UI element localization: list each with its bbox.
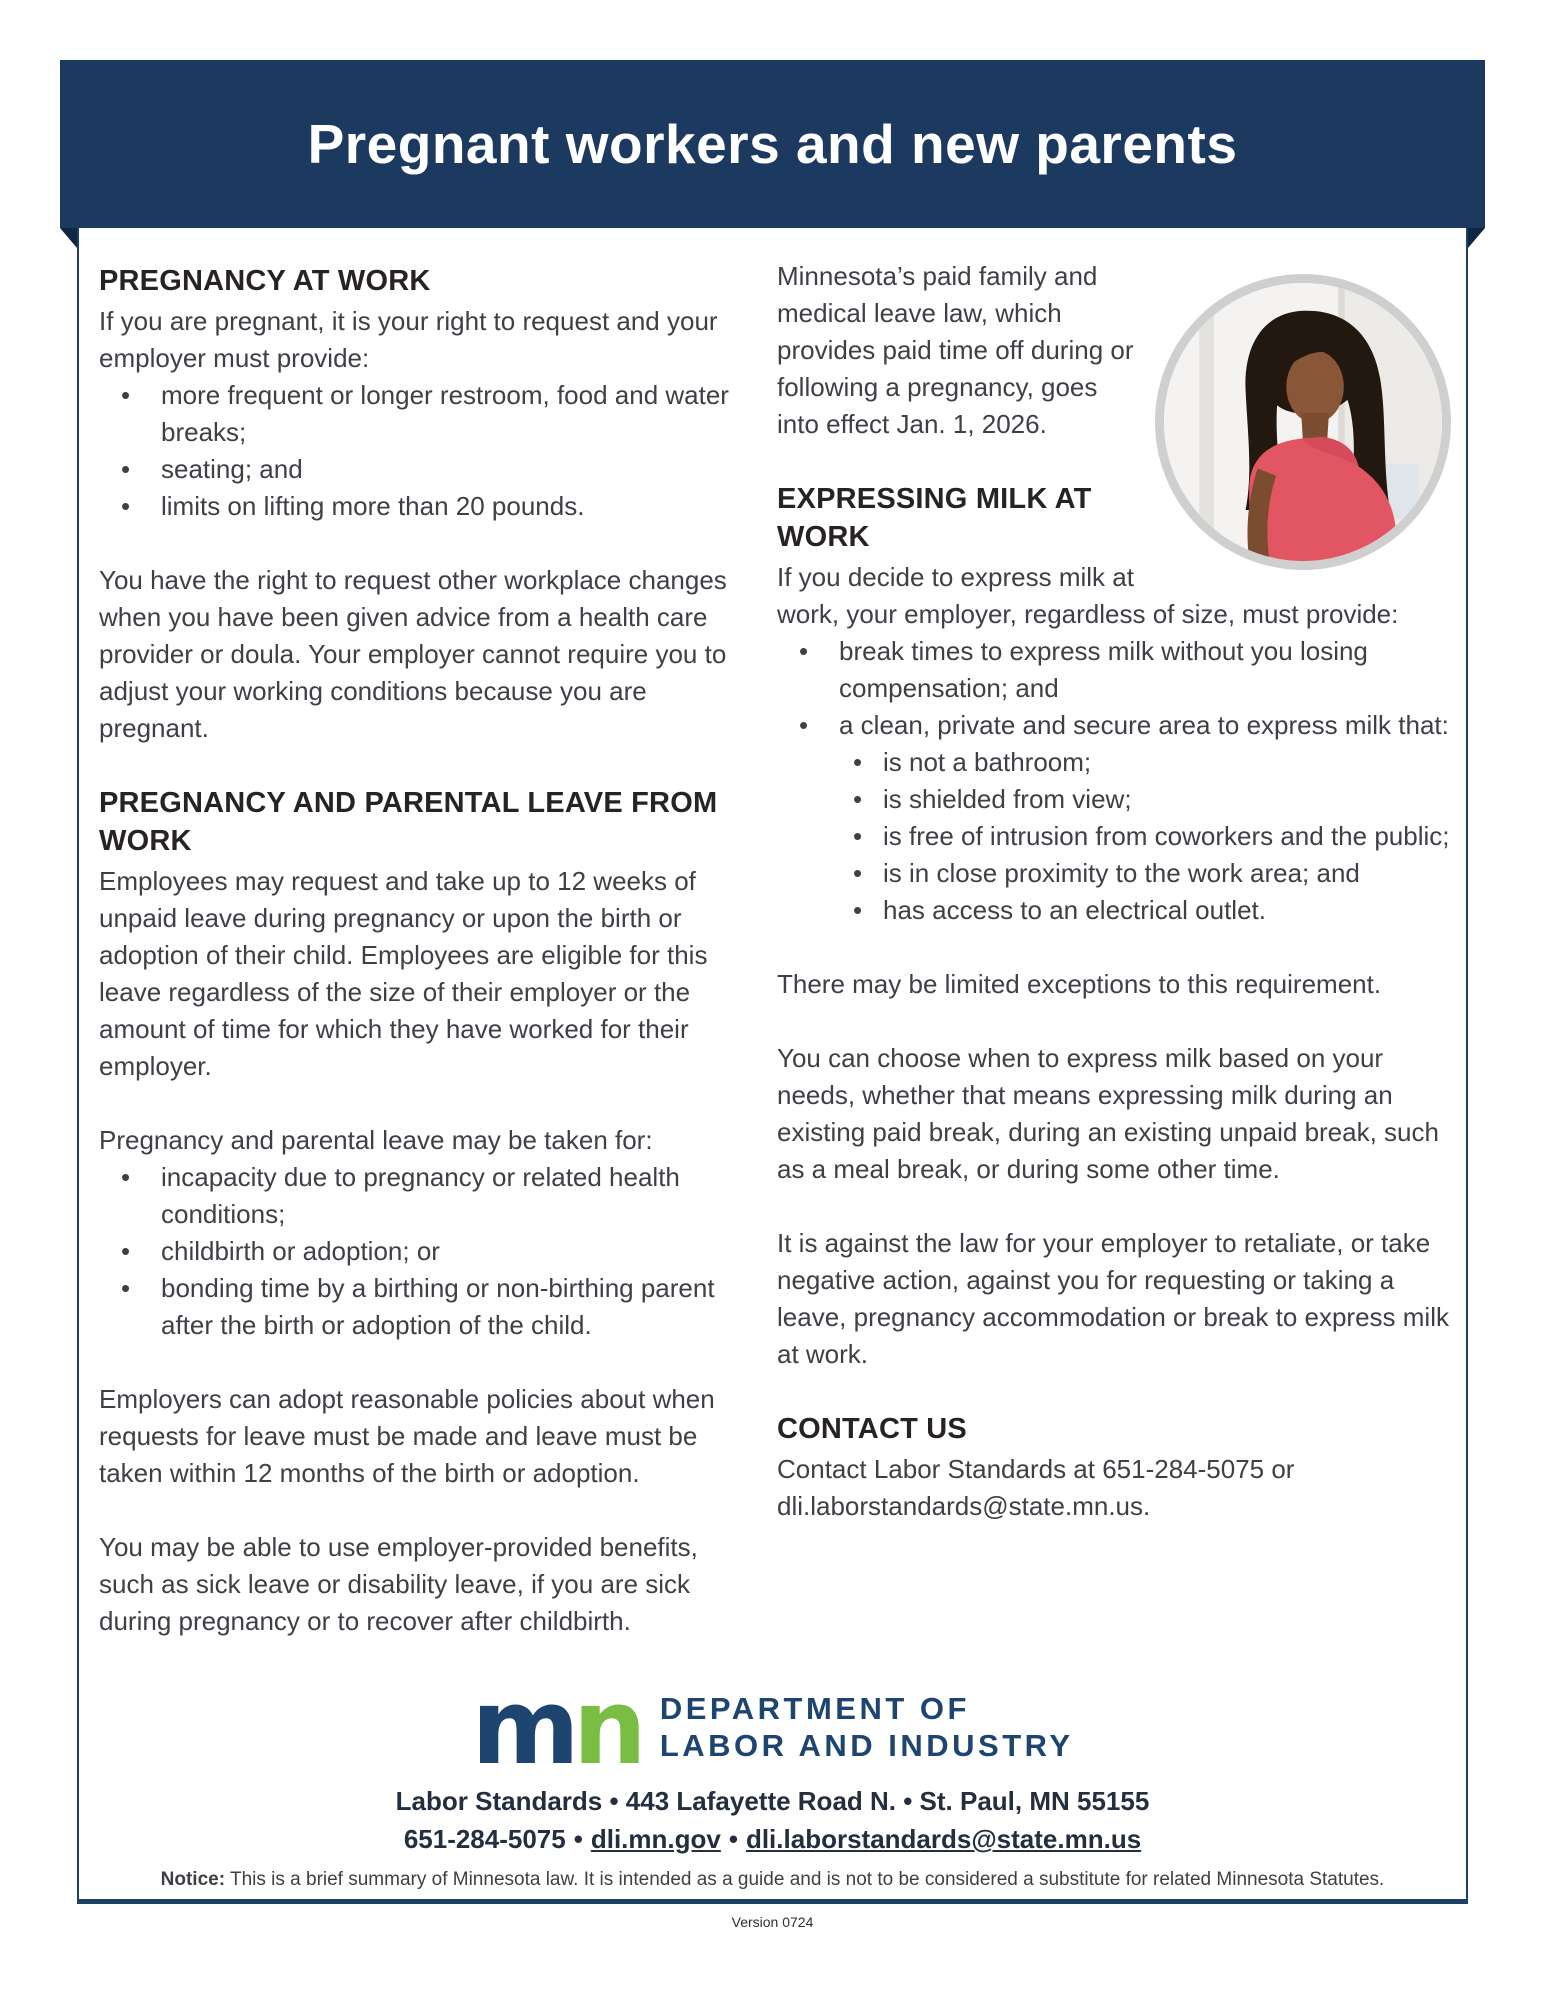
- agency-footer: [79, 1665, 1466, 1891]
- pregnant-woman-illustration: [1164, 283, 1442, 561]
- paragraph: There may be limited exceptions to this requirement.: [777, 969, 1382, 999]
- page-title: Pregnant workers and new parents: [307, 113, 1238, 175]
- bullet-list: [99, 377, 755, 525]
- list-item: • limits on lifting more than 20 pounds.: [99, 488, 755, 525]
- paragraph: If you decide to express milk at work, your employer, regardless of size, must provide:: [777, 562, 1399, 629]
- paragraph: If you are pregnant, it is your right to request and your employer must provide:: [99, 306, 718, 373]
- contact-info-text: Contact Labor Standards at 651-284-5075 or dli.laborstandards@state.mn.us.: [777, 1454, 1295, 1521]
- paragraph: Minnesota’s paid family and medical leave law, which provides paid time off during or following a pregnancy, goes into effect Jan. 1, 2026.: [777, 261, 1134, 439]
- list-item: • more frequent or longer restroom, food and water breaks;: [99, 377, 755, 451]
- paragraph: You may be able to use employer-provided benefits, such as sick leave or disability leave, if you are sick during pregnancy or to recover after childbirth.: [99, 1532, 698, 1636]
- mn-logo-icon: [471, 1665, 640, 1788]
- paragraph: It is against the law for your employer to retaliate, or take negative action, against you for requesting or taking a leave, pregnancy accommodation or break to express milk at work.: [777, 1228, 1449, 1369]
- phone-number: 651-284-5075: [403, 1824, 566, 1854]
- department-line2: LABOR AND INDUSTRY: [659, 1727, 1074, 1763]
- right-column: [777, 258, 1453, 1525]
- paragraph: Employers can adopt reasonable policies about when requests for leave must be made and leave must be taken within 12 months of the birth or adoption.: [99, 1384, 715, 1488]
- section-heading: PREGNANCY AT WORK: [99, 265, 431, 297]
- list-item: • is not a bathroom;: [839, 744, 1453, 781]
- banner-fold-right: [1468, 228, 1485, 248]
- title-banner: [60, 60, 1485, 228]
- version-label: Version 0724: [731, 1914, 814, 1930]
- left-column: [99, 262, 755, 1677]
- paragraph: Pregnancy and parental leave may be taken for:: [99, 1125, 653, 1155]
- bullet-separator: •: [728, 1824, 738, 1854]
- list-item: • bonding time by a birthing or non-birthing parent after the birth or adoption of the child.: [99, 1270, 755, 1344]
- email-link[interactable]: dli.laborstandards@state.mn.us: [745, 1824, 1142, 1854]
- department-line1: DEPARTMENT OF: [659, 1690, 970, 1726]
- section-heading: CONTACT US: [777, 1413, 967, 1445]
- list-item: • is in close proximity to the work area; and: [839, 855, 1453, 892]
- website-link[interactable]: dli.mn.gov: [590, 1824, 721, 1854]
- section-contact-us: [777, 1410, 1453, 1525]
- list-item: • seating; and: [99, 451, 755, 488]
- list-item: • childbirth or adoption; or: [99, 1233, 755, 1270]
- logo-letter-n: n: [572, 1665, 640, 1788]
- mn-dli-logo: [471, 1665, 1074, 1788]
- department-wordmark: [660, 1690, 1074, 1764]
- notice-text: This is a brief summary of Minnesota law. It is intended as a guide and is not to be considered a substitute for related Minnesota Statutes.: [229, 1869, 1385, 1890]
- section-pregnancy-at-work: [99, 262, 755, 747]
- bullet-list: [99, 1159, 755, 1344]
- banner-fold-left: [60, 228, 77, 248]
- paragraph: You can choose when to express milk based on your needs, whether that means expressing milk during an existing paid break, during an existing unpaid break, such as a meal break, or during some other time.: [777, 1043, 1439, 1184]
- address-line: Labor Standards • 443 Lafayette Road N. • St. Paul, MN 55155: [395, 1786, 1150, 1816]
- legal-notice: [79, 1869, 1466, 1891]
- list-item: [777, 707, 1453, 929]
- list-item: • incapacity due to pregnancy or related health conditions;: [99, 1159, 755, 1233]
- contact-line: [79, 1823, 1466, 1855]
- section-heading: EXPRESSING MILK AT WORK: [777, 483, 1092, 553]
- paragraph: You have the right to request other workplace changes when you have been given advice from a health care provider or doula. Your employer cannot require you to adjust your working conditions because you are pregnant.: [99, 565, 727, 743]
- bullet-list: [777, 633, 1453, 929]
- list-item: • is free of intrusion from coworkers and the public;: [839, 818, 1453, 855]
- list-item: • break times to express milk without you losing compensation; and: [777, 633, 1453, 707]
- logo-letter-m: m: [471, 1665, 573, 1788]
- list-item-text: a clean, private and secure area to express milk that:: [839, 710, 1449, 740]
- pregnant-woman-photo: [1155, 274, 1451, 570]
- paragraph: Employees may request and take up to 12 weeks of unpaid leave during pregnancy or upon the birth or adoption of their child. Employees are eligible for this leave regardless of the size of their employer or the amount of time for which they have worked for their employer.: [99, 866, 708, 1081]
- sub-bullet-list: [839, 744, 1453, 929]
- list-item: • has access to an electrical outlet.: [839, 892, 1453, 929]
- notice-label: Notice:: [160, 1869, 226, 1890]
- bullet-separator: •: [573, 1824, 583, 1854]
- list-item: • is shielded from view;: [839, 781, 1453, 818]
- section-expressing-milk: [777, 480, 1453, 1373]
- section-heading: PREGNANCY AND PARENTAL LEAVE FROM WORK: [99, 787, 718, 857]
- content-box: [77, 228, 1468, 1904]
- section-pregnancy-parental-leave: [99, 784, 755, 1640]
